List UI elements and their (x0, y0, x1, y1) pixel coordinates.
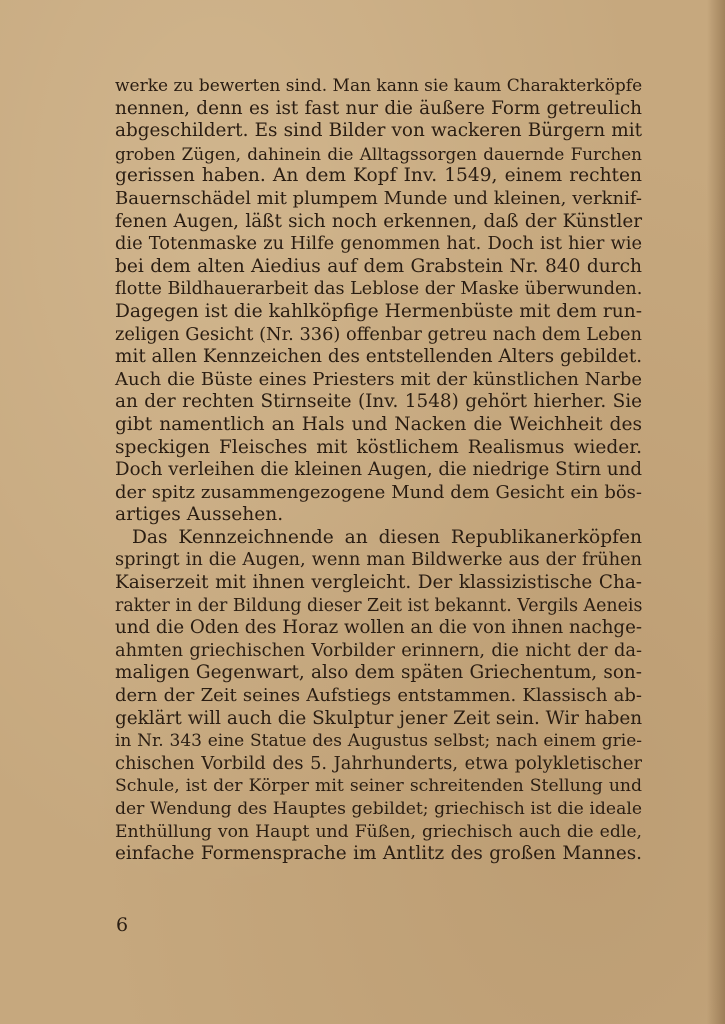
text-line: Auch die Büste eines Priesters mit der künstlichen Narbe (115, 368, 642, 390)
text-line: speckigen Fleisches mit köstlichem Realismus wieder. (115, 436, 642, 458)
text-line: bei dem alten Aiedius auf dem Grabstein Nr. 840 durch (115, 255, 642, 277)
text-line: ahmten griechischen Vorbilder erinnern, die nicht der da- (115, 639, 642, 661)
text-line: Doch verleihen die kleinen Augen, die niedrige Stirn und (115, 459, 642, 481)
text-line: Bauernschädel mit plumpem Munde und kleinen, verknif- (115, 187, 642, 209)
text-line: gibt namentlich an Hals und Nacken die Weichheit des (115, 413, 642, 435)
text-line: und die Oden des Horaz wollen an die von ihnen nachge- (115, 617, 642, 639)
text-line: Kaiserzeit mit ihnen vergleicht. Der klassizistische Cha- (115, 572, 642, 594)
text-line: dern der Zeit seines Aufstiegs entstammen. Klassisch ab- (115, 685, 642, 707)
text-line: gerissen haben. An dem Kopf Inv. 1549, einem rechten (115, 165, 642, 187)
text-line: an der rechten Stirnseite (Inv. 1548) gehört hierher. Sie (115, 391, 642, 413)
text-line: springt in die Augen, wenn man Bildwerke aus der frühen (115, 549, 642, 571)
text-line: fenen Augen, läßt sich noch erkennen, daß der Künstler (115, 210, 642, 232)
text-line: artiges Aussehen. (115, 504, 284, 526)
text-line: nennen, denn es ist fast nur die äußere Form getreulich (115, 97, 642, 119)
text-line: geklärt will auch die Skulptur jener Zeit sein. Wir haben (115, 707, 643, 729)
body-text (115, 75, 642, 866)
text-line: maligen Gegenwart, also dem späten Griechentum, son- (115, 662, 642, 684)
text-line: Schule, ist der Körper mit seiner schreitenden Stellung und (115, 776, 642, 797)
text-line: in Nr. 343 eine Statue des Augustus selbst; nach einem grie- (115, 731, 642, 752)
text-line: abgeschildert. Es sind Bilder von wackeren Bürgern mit (115, 120, 642, 142)
text-line: flotte Bildhauerarbeit das Leblose der Maske überwunden. (115, 279, 643, 300)
page-number: 6 (116, 914, 129, 936)
text-line: werke zu bewerten sind. Man kann sie kaum Charakterköpfe (115, 76, 643, 96)
text-line: der spitz zusammengezogene Mund dem Gesicht ein bös- (115, 481, 642, 503)
text-line: Dagegen ist die kahlköpfige Hermenbüste mit dem run- (115, 300, 642, 322)
text-line: chischen Vorbild des 5. Jahrhunderts, etwa polykletischer (115, 752, 642, 774)
text-line: rakter in der Bildung dieser Zeit ist bekannt. Vergils Aeneis (115, 595, 643, 616)
text-line: einfache Formensprache im Antlitz des großen Mannes. (115, 843, 642, 865)
paragraph-start-line: Das Kennzeichnende an diesen Republikanerköpfen (132, 526, 642, 548)
text-line: die Totenmaske zu Hilfe genommen hat. Doch ist hier wie (115, 233, 642, 255)
text-line: mit allen Kennzeichen des entstellenden Alters gebildet. (115, 346, 643, 368)
text-line: der Wendung des Hauptes gebildet; griechisch ist die ideale (115, 799, 642, 819)
text-line: zeligen Gesicht (Nr. 336) offenbar getreu nach dem Leben (115, 323, 642, 345)
page-edge-shadow (707, 0, 725, 1024)
text-line: groben Zügen, dahinein die Alltagssorgen dauernde Furchen (115, 143, 642, 164)
text-line: Enthüllung von Haupt und Füßen, griechisch auch die edle, (115, 821, 642, 842)
